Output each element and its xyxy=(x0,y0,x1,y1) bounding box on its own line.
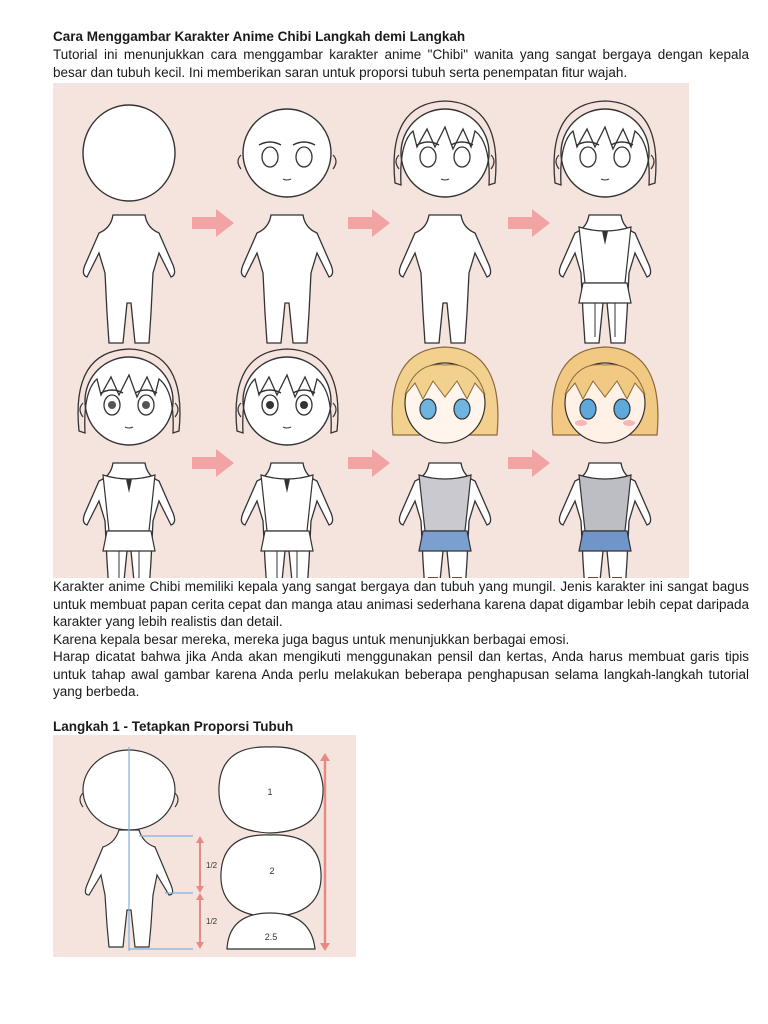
intro-paragraph: Tutorial ini menunjukkan cara menggambar karakter anime "Chibi" wanita yang sangat bergaya dengan kepala besar dan tubuh kecil. Ini memberikan saran untuk proporsi tubuh serta penempatan fitur wajah. xyxy=(53,47,749,80)
body-proportion-figure xyxy=(53,735,356,957)
step-4-sketch xyxy=(554,101,656,343)
step-5-sketch xyxy=(78,349,180,578)
half-label-lower: 1/2 xyxy=(206,917,218,926)
step-1-sketch xyxy=(83,105,175,343)
chibi-steps-figure xyxy=(53,83,689,578)
step-3-sketch xyxy=(394,101,496,343)
unit-label-2-5: 2.5 xyxy=(264,932,278,942)
step-7-colored xyxy=(392,347,498,578)
unit-label-2: 2 xyxy=(269,866,275,876)
chibi-steps-illustration xyxy=(53,83,689,578)
step-6-sketch xyxy=(236,349,338,578)
step-8-colored xyxy=(552,347,658,578)
page-title: Cara Menggambar Karakter Anime Chibi Langkah demi Langkah xyxy=(53,29,466,44)
body-proportion-illustration xyxy=(53,735,356,957)
step-1-heading: Langkah 1 - Tetapkan Proporsi Tubuh xyxy=(53,719,294,734)
paragraph-1: Karakter anime Chibi memiliki kepala yang sangat bergaya dan tubuh yang mungil. Jenis karakter ini sangat bagus untuk membuat papan cerita cepat dan manga atau animasi sederhana karena dapat digambar lebih cepat daripada karakter yang lebih realistis dan detail. xyxy=(53,579,749,629)
paragraph-2: Karena kepala besar mereka, mereka juga bagus untuk menunjukkan berbagai emosi. xyxy=(53,631,570,647)
unit-label-1: 1 xyxy=(267,787,273,797)
half-label-upper: 1/2 xyxy=(206,861,218,870)
paragraph-3: Harap dicatat bahwa jika Anda akan mengikuti menggunakan pensil dan kertas, Anda harus membuat garis tipis untuk tahap awal gambar karena Anda perlu melakukan beberapa penghapusan selama langkah-langkah tutorial yang berbeda. xyxy=(53,649,749,699)
step-2-sketch xyxy=(238,109,336,343)
